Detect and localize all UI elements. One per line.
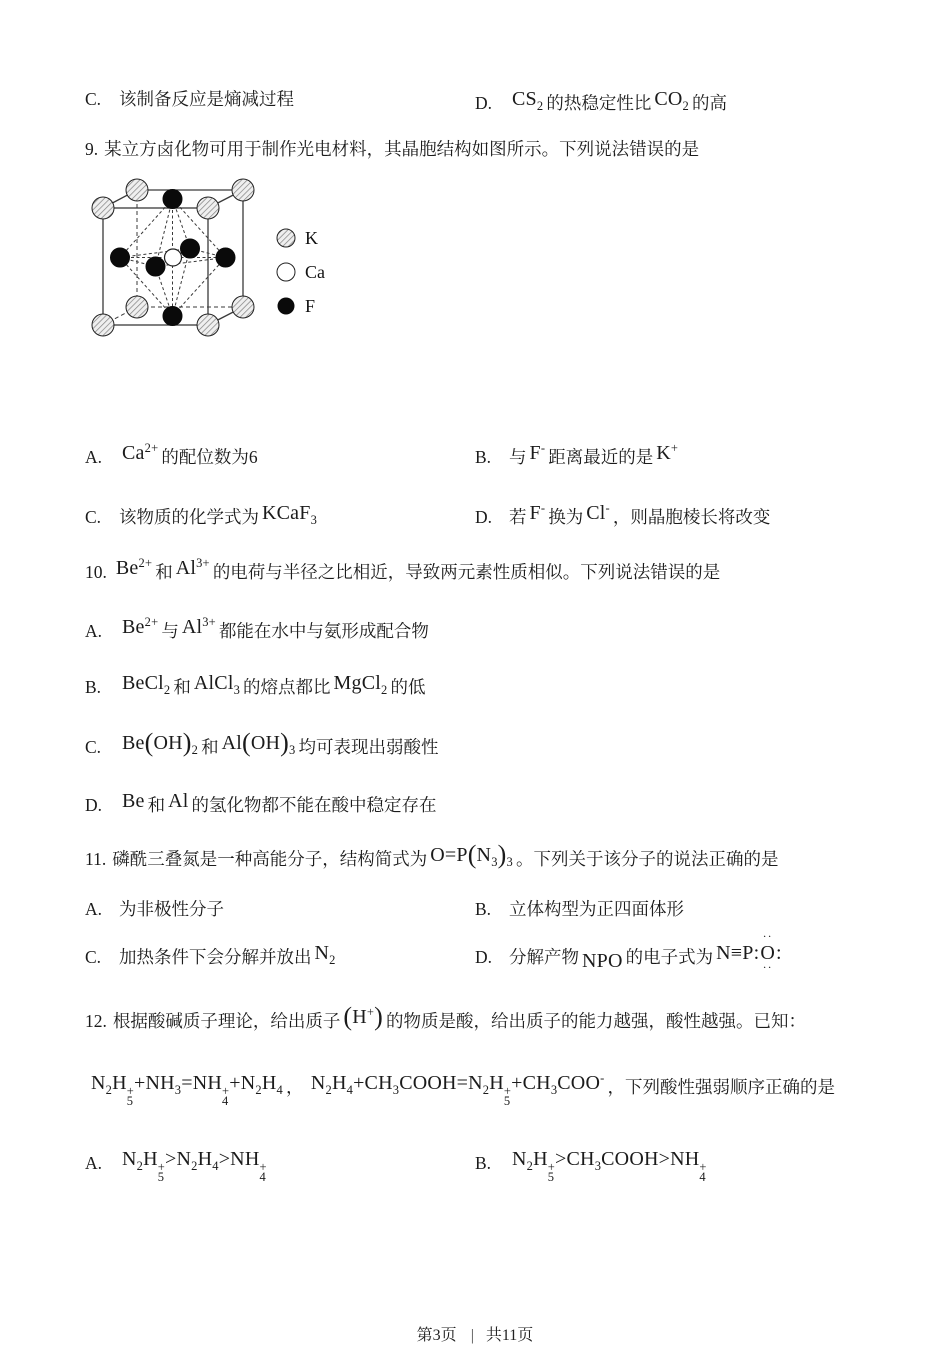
diagram-legend xyxy=(277,228,325,316)
question-text: 根据酸碱质子理论，给出质子 (H+) 的物质是酸，给出质子的能力越强，酸性越强。已知： xyxy=(112,1002,806,1031)
question-text: 某立方卤化物可用于制作光电材料，其晶胞结构如图所示。下列说法错误的是 xyxy=(104,139,700,159)
option-text: $Be(OH)_2$ 和 $Al(OH)_3$ 均可表现出弱酸性 xyxy=(122,728,439,757)
option-label: A. xyxy=(85,899,103,919)
question-8-option-d xyxy=(475,86,727,116)
question-11-option-a xyxy=(85,896,224,922)
question-9-stem xyxy=(85,136,699,162)
option-label: B. xyxy=(475,447,492,467)
question-number: 9. xyxy=(85,139,99,159)
question-9-option-d xyxy=(475,500,770,530)
footer-divider: | xyxy=(470,1327,474,1344)
option-text: $Ca^{2+}$ 的配位数为6 xyxy=(122,441,258,467)
question-12-option-a xyxy=(85,1146,270,1182)
option-text: 若 F- 换为 Cl- ，则晶胞棱长将改变 xyxy=(509,501,771,527)
option-text: $N_2H$ + 5 $>CH_3COOH>NH$ + 4 xyxy=(512,1148,707,1184)
legend-k-label: K xyxy=(305,228,318,248)
question-10-option-c xyxy=(85,730,438,760)
page-total: 共11页 xyxy=(485,1327,534,1344)
legend-ca-icon xyxy=(277,263,295,281)
question-10-option-b xyxy=(85,670,425,700)
option-label: A. xyxy=(85,1153,103,1173)
option-text: 为非极性分子 xyxy=(119,899,224,919)
legend-k-icon xyxy=(277,229,295,247)
legend-f-label: F xyxy=(305,296,316,316)
option-label: B. xyxy=(475,899,492,919)
option-text: 该物质的化学式为 KCaF$_3$ xyxy=(119,502,318,527)
option-text: 该制备反应是熵减过程 xyxy=(119,89,294,109)
legend-f-icon xyxy=(278,298,295,315)
option-text: BeCl$_2$ 和 AlCl$_3$ 的熔点都比 MgCl$_2$ 的低 xyxy=(122,672,426,697)
ca-atom xyxy=(165,249,182,266)
question-10-option-d xyxy=(85,788,437,818)
option-label: C. xyxy=(85,89,102,109)
option-label: C. xyxy=(85,737,102,757)
question-12-stem xyxy=(85,1004,806,1034)
question-12-given-equations xyxy=(88,1070,835,1106)
page-number: 第3页 xyxy=(416,1327,457,1344)
option-text: 与 F- 距离最近的是 K+ xyxy=(509,441,679,467)
question-text: $Be^{2+}$ 和 $Al^{3+}$ 的电荷与半径之比相近，导致两元素性质相似。下列说法错误的是 xyxy=(115,556,721,582)
question-10-option-a xyxy=(85,614,429,644)
option-label: D. xyxy=(475,93,493,113)
crystal-structure-diagram xyxy=(85,172,355,350)
question-text: 磷酰三叠氮是一种高能分子，结构简式为 $O=P(N_3)_3$ 。下列关于该分子的说法正确的是 xyxy=(112,840,779,869)
page-footer xyxy=(0,1322,950,1345)
question-11-option-d xyxy=(475,929,785,974)
option-label: C. xyxy=(85,947,102,967)
option-text: 加热条件下会分解并放出 $N_2$ xyxy=(119,942,336,967)
equations-text: $N_2H$ + 5 $+NH_3=NH$ + 4 $+N_2H_4$ ， $N_2H_4+CH_3COOH=N_2H$ + 5 $+CH_3COO^-$ ，下列酸性强弱顺序正确的是 xyxy=(91,1071,835,1108)
option-label: B. xyxy=(85,677,102,697)
option-text: 分解产物 NPO 的电子式为 N≡P: ·· O ·· : xyxy=(509,929,782,974)
option-text: $CS_2$ 的热稳定性比 $CO_2$ 的高 xyxy=(512,88,727,113)
option-label: B. xyxy=(475,1153,492,1173)
question-11-option-c xyxy=(85,940,339,970)
option-label: D. xyxy=(475,507,493,527)
option-label: D. xyxy=(85,795,103,815)
question-9-option-b xyxy=(475,440,681,470)
question-9-option-c xyxy=(85,500,320,530)
question-10-stem xyxy=(85,555,720,585)
legend-ca-label: Ca xyxy=(305,262,325,282)
question-8-option-c xyxy=(85,86,294,112)
question-number: 12. xyxy=(85,1011,107,1031)
option-text: Be 和 Al 的氢化物都不能在酸中稳定存在 xyxy=(122,790,437,815)
question-number: 11. xyxy=(85,849,107,869)
question-11-option-b xyxy=(475,896,684,922)
option-text: $Be^{2+}$ 与 $Al^{3+}$ 都能在水中与氨形成配合物 xyxy=(122,615,429,641)
option-label: D. xyxy=(475,947,493,967)
option-text: 立体构型为正四面体形 xyxy=(509,899,684,919)
option-label: A. xyxy=(85,447,103,467)
option-label: A. xyxy=(85,621,103,641)
option-label: C. xyxy=(85,507,102,527)
question-9-option-a xyxy=(85,440,258,470)
question-number: 10. xyxy=(85,562,107,582)
option-text: $N_2H$ + 5 $>N_2H_4>NH$ + 4 xyxy=(122,1148,267,1184)
question-11-stem xyxy=(85,842,778,872)
question-12-option-b xyxy=(475,1146,710,1182)
